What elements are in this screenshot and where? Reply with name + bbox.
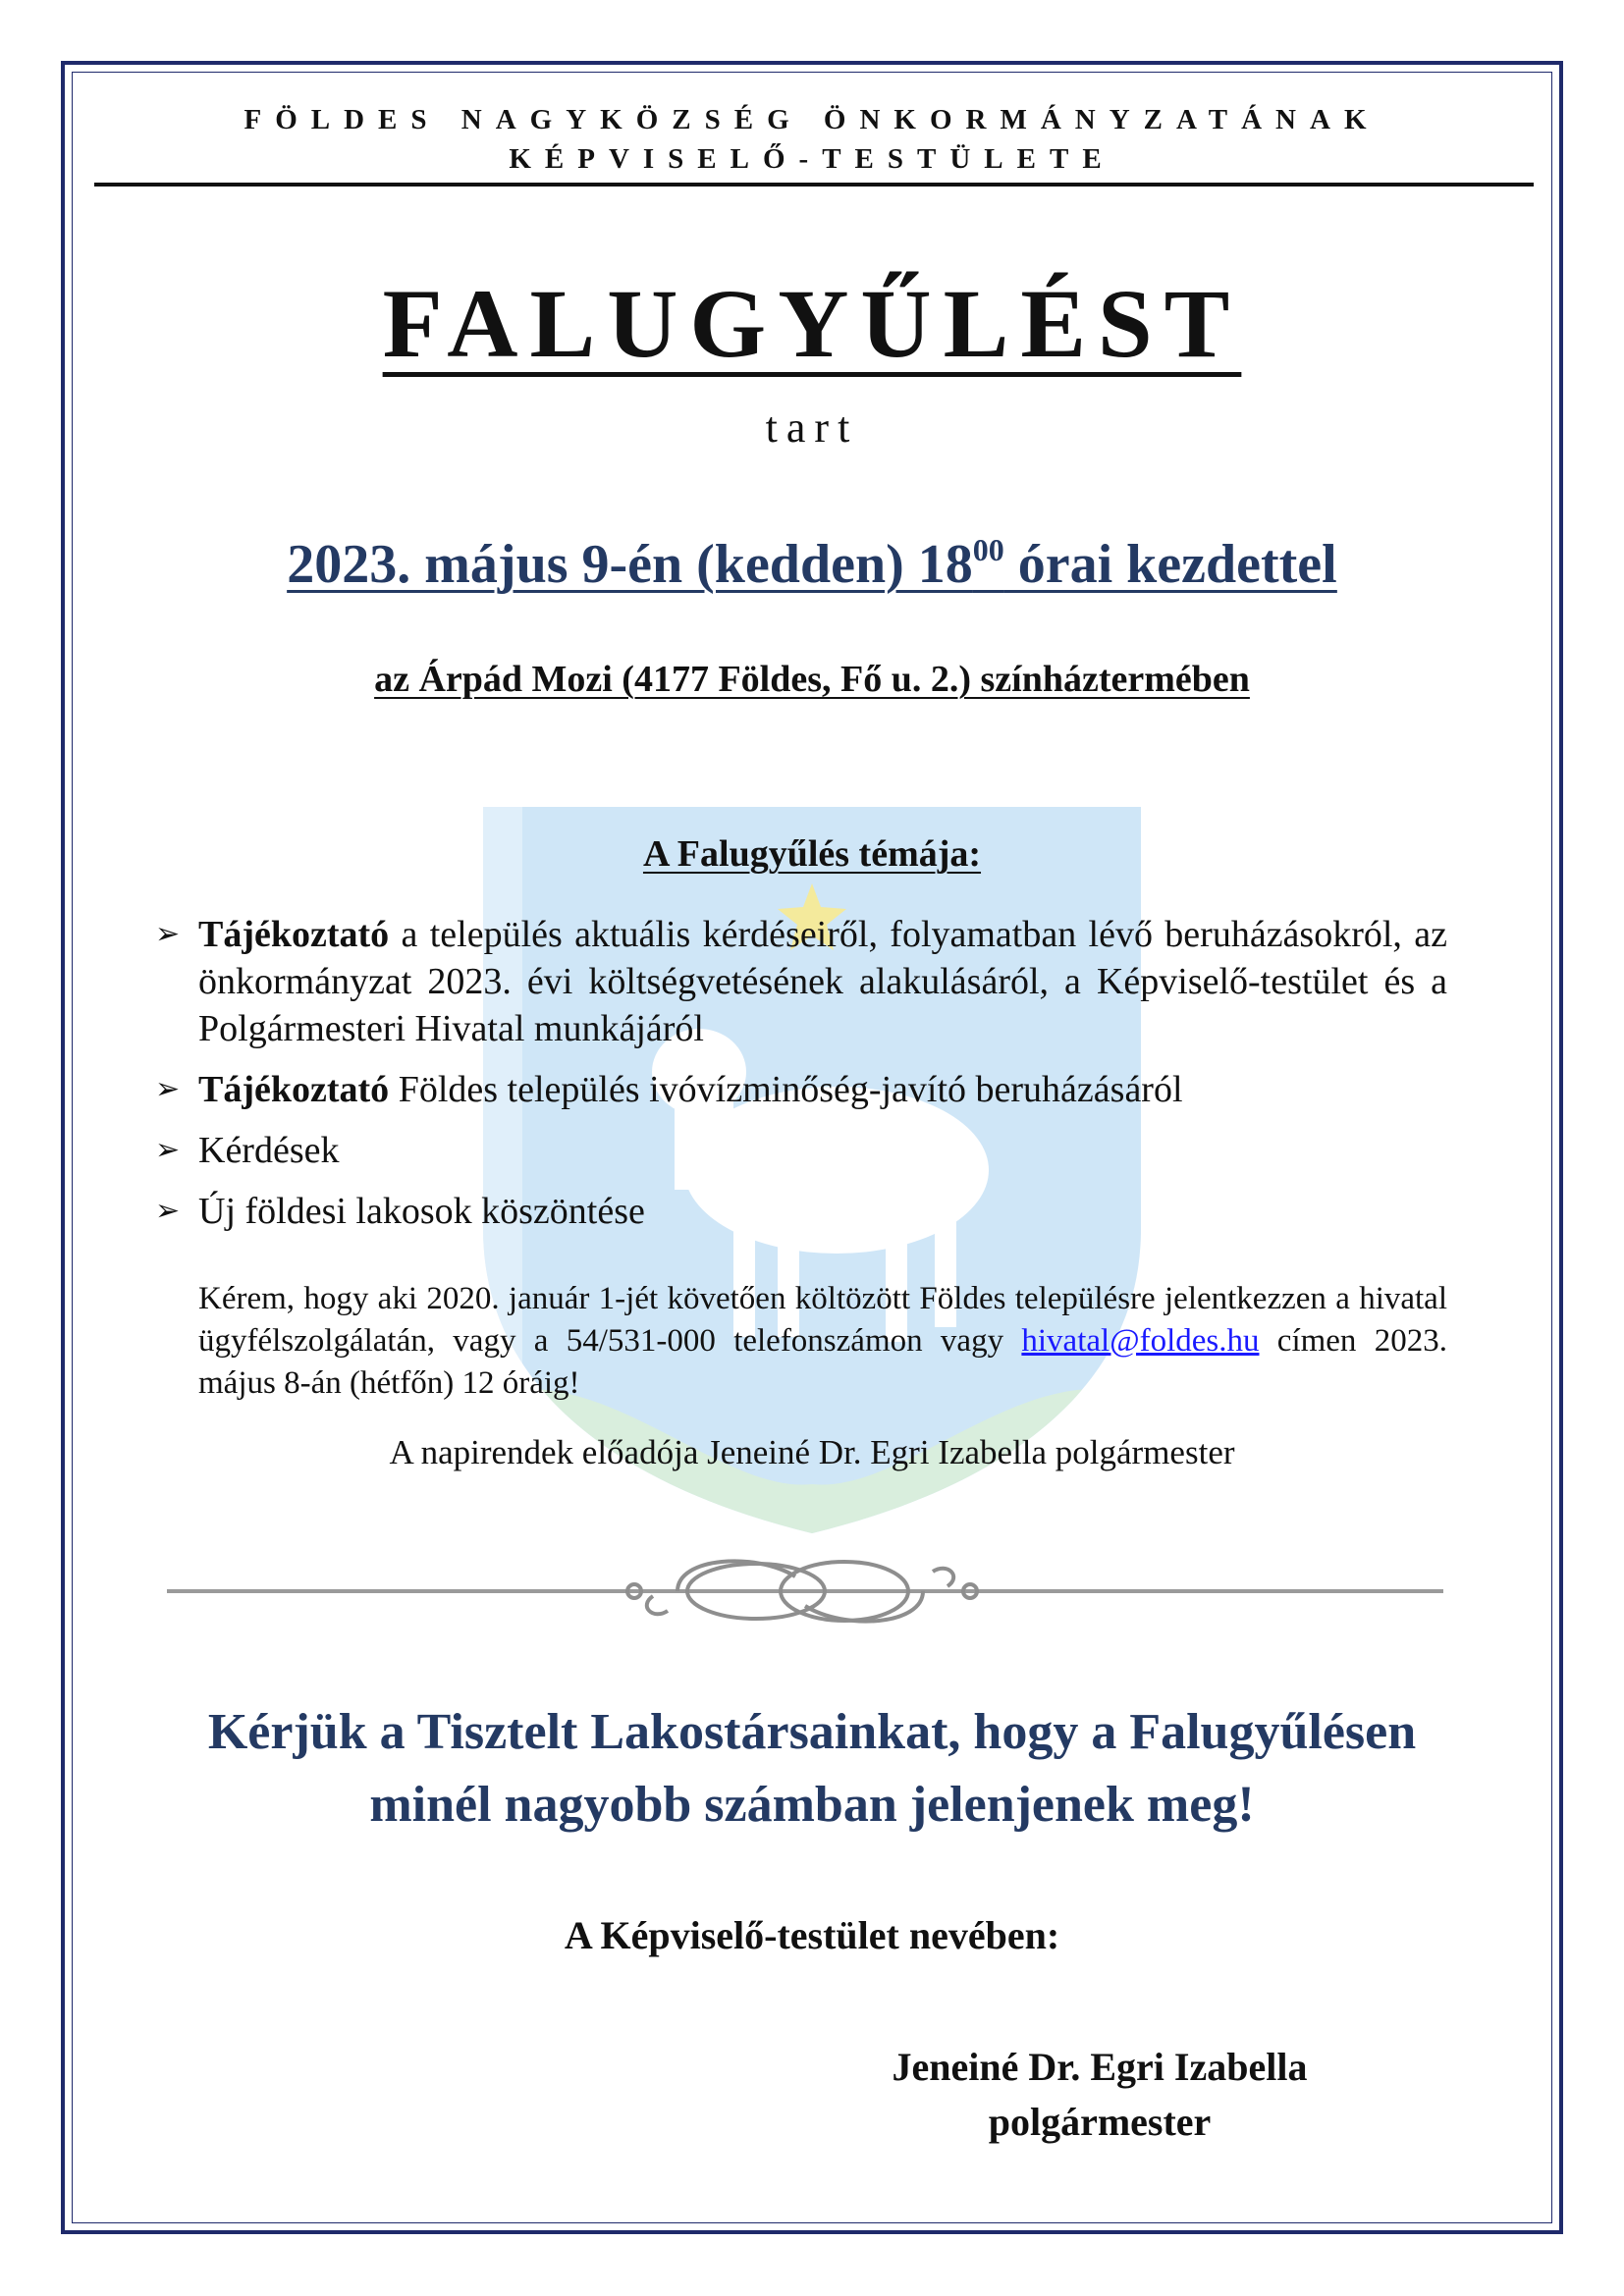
arrow-bullet-icon: ➢ [155, 1072, 181, 1106]
topic-title: A Falugyűlés témája: [642, 833, 982, 875]
subtitle: tart [765, 403, 859, 452]
list-item: ➢ Tájékoztató Földes település ivóvízminőség-javító beruházásáról [155, 1066, 1447, 1113]
list-item: ➢ Kérdések [155, 1127, 1447, 1174]
appeal-text: Kérjük a Tisztelt Lakostársainkat, hogy a Falugyűlésen minél nagyobb számban jelenjenek meg! [207, 1704, 1417, 1833]
arrow-bullet-icon: ➢ [155, 1133, 181, 1167]
list-item: ➢ Új földesi lakosok köszöntése [155, 1188, 1447, 1235]
registration-note: Kérem, hogy aki 2020. január 1-jét követően költözött Földes településre jelentkezzen a hivatal ügyfélszolgálatán, vagy a 54/531-000 telefonszámon vagy hivatal@foldes.hu címen 2023. május 8-án (hétfőn) 12 óráig! [198, 1281, 1447, 1401]
signature-name: Jeneiné Dr. Egri Izabella [892, 2045, 1308, 2089]
header-line-1: FÖLDES NAGYKÖZSÉG ÖNKORMÁNYZATÁNAK [244, 104, 1380, 135]
list-item: ➢ Tájékoztató a település aktuális kérdéseiről, folyamatban lévő beruházásokról, az önkormányzat 2023. évi költségvetésének alakulásáról, a Képviselő-testület és a Polgármesteri Hivatal munkájáról [155, 911, 1447, 1052]
arrow-bullet-icon: ➢ [155, 1194, 181, 1228]
header-rule [94, 183, 1534, 187]
header-line-2: KÉPVISELŐ-TESTÜLETE [509, 143, 1115, 175]
flourish-divider-icon [167, 1537, 1443, 1645]
main-title: FALUGYŰLÉST [382, 269, 1242, 378]
email-link[interactable]: hivatal@foldes.hu [1021, 1323, 1260, 1359]
signature-role: polgármester [988, 2100, 1212, 2144]
topic-list [155, 911, 1447, 1249]
time-superscript: 00 [972, 532, 1004, 567]
presenter-line: A napirendek előadója Jeneiné Dr. Egri Izabella polgármester [389, 1433, 1235, 1471]
event-date: 2023. május 9-én (kedden) $18^{00}$ órai kezdettel [287, 532, 1337, 595]
arrow-bullet-icon: ➢ [155, 917, 181, 951]
event-location: az Árpád Mozi (4177 Földes, Fő u. 2.) színháztermében [374, 659, 1250, 700]
on-behalf-line: A Képviselő-testület nevében: [564, 1913, 1060, 1957]
